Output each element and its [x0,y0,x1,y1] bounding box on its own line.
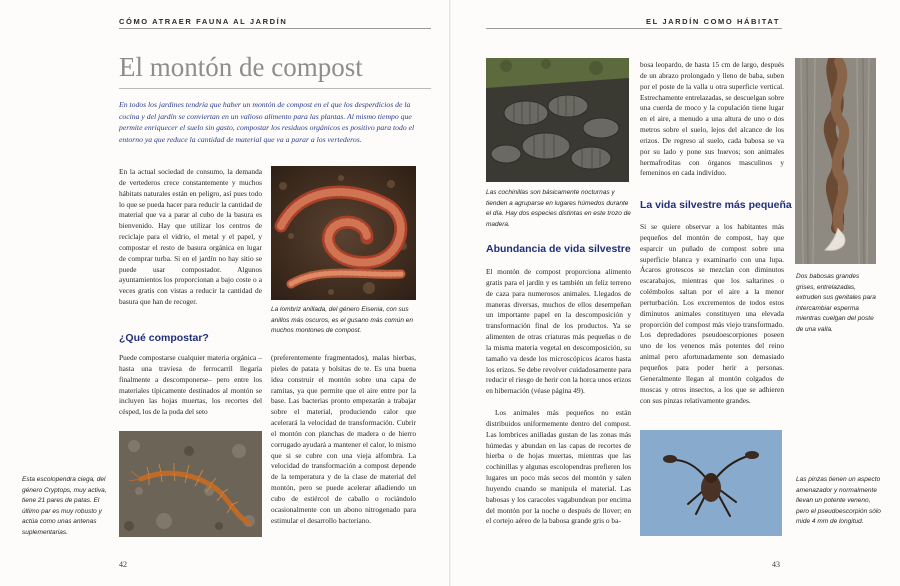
caption-slugs: Dos babosas grandes grises, entrelazadas, extruden sus genitales para intercambiar esperma mientras cuelgan del poste de una valla. [796,273,876,333]
heading-abundance: Abundancia de vida silvestre [486,243,631,255]
body-paragraph-4: El montón de compost proporciona alimento gratis para el jardín y es también un feliz terreno de caza para numerosos animales. Llegados de maneras diversas, muchos de ellos desempeñan un importante papel en la descomposición y transformación final de los productos. Ya se alimenten de otras criaturas más pequeñas o de la misma materia vegetal en descomposición, su tamaño va desde los microscópicos ácaros hasta los erizos. Se debe revolver cuidadosamente para reducir el riesgo de herir con la horca unos erizos en hibernación (véase página 49). [486,267,631,396]
body-paragraph-2: Puede compostarse cualquier materia orgánica –hasta una traviesa de ferrocarril llegaría finalmente a descomponerse– pero entre los materiales típicamente destinados al montón se incluyen las hojas muertas, los recortes del césped, los de la poda del seto [119,353,262,417]
page-title: El montón de compost [119,52,363,82]
pseudoscorpion-photo [640,430,782,536]
heading-smaller-wildlife: La vida silvestre más pequeña [640,199,792,211]
page-number-left: 42 [119,560,127,569]
header-rule-left [119,28,431,29]
caption-centipede: Esta escolopendra ciega, del género Cryptops, muy activa, tiene 21 pares de patas. El último par es muy robusto y actúa como unas antenas suplementarias. [22,476,107,536]
body-paragraph-7: Si se quiere observar a los habitantes más pequeños del montón de compost, hay que esparcir un puñado de compost sobre una superficie blanca y examinarlo con una lupa. Ácaros grotescos se mezclan con diminutos escarabajos, mientras que los saltarines o colémbolos saltan por el aire a la menor perturbación. Los excrementos de todos estos diminutos animales constituyen una elevada proporción del compost más viejo transformado. Los depredadores pseudoescorpiones poseen uno de los venenos más potentes del reino animal pero afortunadamente son demasiado pequeños para poder herir a personas. Generalmente llegan al montón colgados de moscas y otros insectos, a los que se adhieren con sus pinzas relativamente grandes. [640,222,784,405]
page-number-right: 43 [772,560,780,569]
running-head-right: EL JARDÍN COMO HÁBITAT [646,17,780,26]
body-paragraph-6: bosa leopardo, de hasta 15 cm de largo, después de un abrazo prolongado y lleno de baba, suben por el poste de la valla u otra superficie vertical. Estrechamente entrelazadas, se descuelgan sobre una cuerda de moco y la copulación tiene lugar en el aire, a menudo a una altura de uno o dos metros sobre el suelo, lejos del alcance de los erizos. De regreso al suelo, cada babosa se va por su lado y pone sus huevos; son animales hermafroditas con órganos masculinos y femeninos en cada individuo. [640,60,784,178]
heading-what-to-compost: ¿Qué compostar? [119,332,209,344]
caption-pseudoscorpion: Las pinzas tienen un aspecto amenazador y normalmente llevan un potente veneno, pero el pseudoescorpión sólo mide 4 mm de longitud. [796,476,881,525]
centipede-photo [119,431,262,537]
woodlice-photo [486,58,629,182]
body-paragraph-1: En la actual sociedad de consumo, la demanda de vertederos crece constantemente y muchos hábitats naturales están en peligro, así pues todo lo que se pueda hacer para reducir la cantidad de material que va a parar al cubo de la basura es bienvenido. Hay que utilizar los centros de reciclaje para el vidrio, el metal y el papel, y compostar el resto de basura orgánica en lugar de comprar turba. Si en el jardín no hay sitio se puede usar compostador. Algunos ayuntamientos los proporcionan a bajo coste o a veces gratis con vistas a reducir la cantidad de basura que han de recoger. [119,167,262,307]
body-paragraph-3: (preferentemente fragmentados), malas hierbas, pieles de patata y bolsitas de te. Es una buena idea construir el montón sobre una capa de ramitas, ya que permite que el aire entre por la base. Las bacterias pronto empezarán a trabajar sobre el material, produciendo calor que acelerará la velocidad de transformación. Cubrir el montón con planchas de madera o de hierro corrugado ayudará a mantener el calor, lo mismo que si se cubre con una vieja alfombra. La velocidad de transformación a compost depende de la temperatura y de la clase de material del montón, pero se puede acelerar añadiendo un cubo de estiércol de caballo o rociándolo ocasionalmente con un abono nitrogenado para estimular el desarrollo bacteriano. [271,353,416,525]
header-rule-right [486,28,782,29]
page-gutter [449,0,451,586]
earthworm-photo [271,166,416,300]
caption-earthworm: La lombriz anillada, del género Eisenia, con sus anillos más oscuros, es el gusano más común en muchos montones de compost. [271,306,413,334]
slugs-photo [795,58,876,264]
title-rule [119,88,431,89]
running-head-left: CÓMO ATRAER FAUNA AL JARDÍN [119,17,288,26]
body-paragraph-5: Los animales más pequeños no están distribuidos uniformemente dentro del compost. Las lombrices anilladas gustan de las zonas más húmedas y abundan en las capas de recortes de hierba o de hojas muertas, mientras que las cochinillas y algunas escolopendras prefieren los lugares un poco más secos del montón y salen huyendo cuando se manipula el material. Las babosas y los caracoles vagabundean por encima del montón por la noche o después de llover; en el cortejo aéreo de la babosa grande gris o ba- [486,408,631,526]
intro-paragraph: En todos los jardines tendría que haber un montón de compost en el que los desperdicios de la cocina y del jardín se conviertan en un valioso alimento para las plantas. Al mismo tiempo que permite enriquecer el suelo sin gasto, compostar los residuos orgánicos es positivo para todo el entorno ya que reduce la cantidad de material que va a parar a los vertederos. [119,100,415,145]
caption-woodlice: Las cochinillas son básicamente nocturnas y tienden a agruparse en lugares húmedos durante el día. Hay dos especies distintas en este trozo de madera. [486,189,631,228]
